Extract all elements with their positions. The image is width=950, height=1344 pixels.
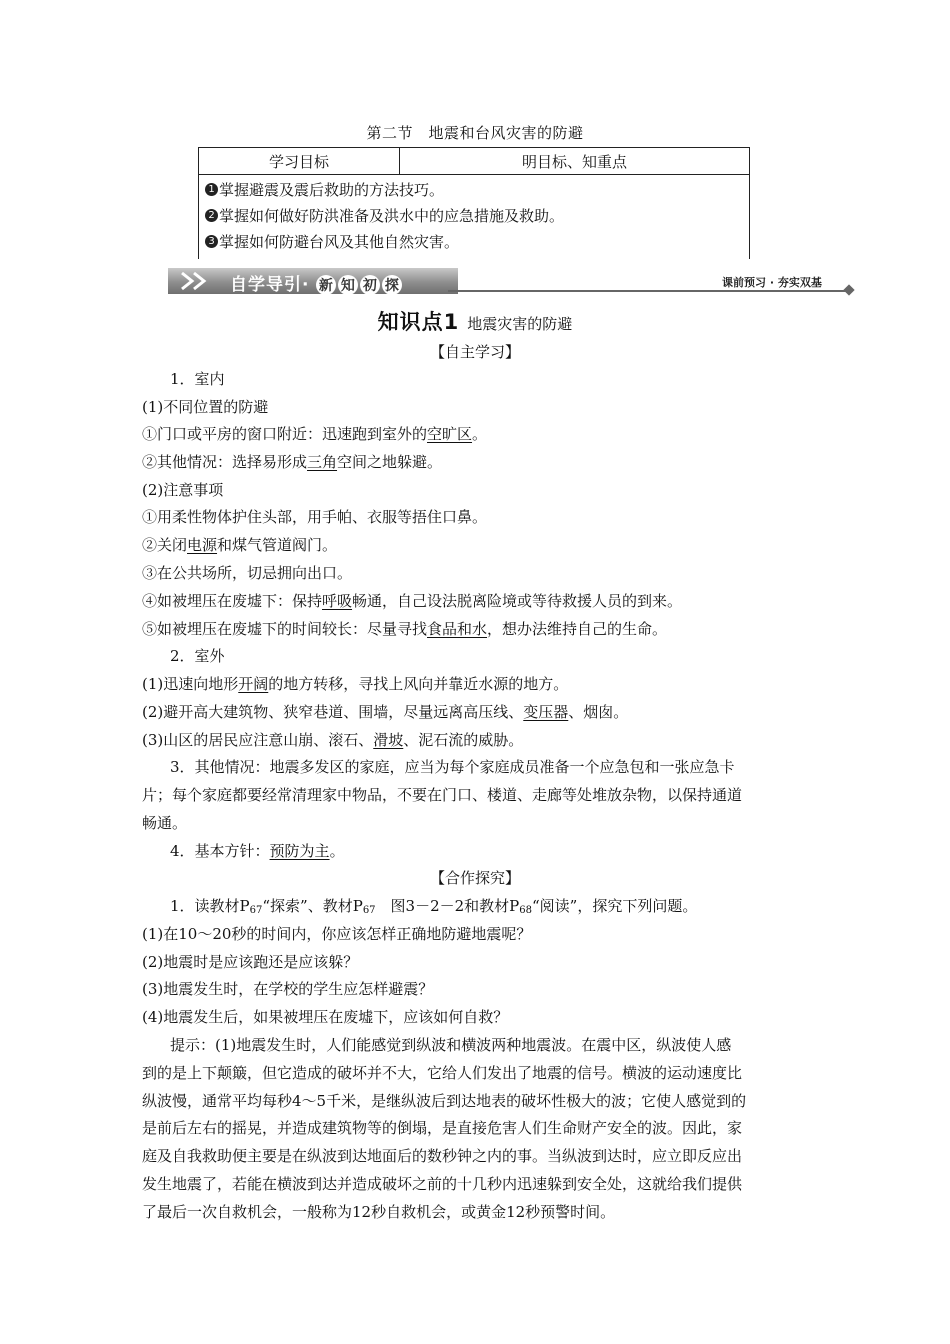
hint-line: 了最后一次自救机会，一般称为12秒自救机会，或黄金12秒预警时间。 <box>142 1203 616 1221</box>
text-line: 2．室外 <box>170 647 225 665</box>
fill-in-answer: 呼吸 <box>322 592 353 610</box>
goal-text: 掌握避震及震后救助的方法技巧。 <box>219 181 445 199</box>
diamond-icon <box>843 284 854 295</box>
section-banner <box>168 266 858 296</box>
text-line: ③在公共场所，切忌拥向出口。 <box>142 564 353 582</box>
text-line: 畅通。 <box>142 814 188 832</box>
circled-number: 2 <box>205 209 218 222</box>
goals-table-header <box>199 148 749 175</box>
question-line: (4)地震发生后，如果被埋压在废墟下，应该如何自救？ <box>142 1008 509 1026</box>
text-line: ①用柔性物体护住头部，用手帕、衣服等捂住口鼻。 <box>142 508 488 526</box>
goal-item <box>205 205 564 226</box>
text-line <box>142 673 568 694</box>
banner-subtitle: 课前预习 · 夯实双基 <box>722 276 822 289</box>
text-segment: ②其他情况：选择易形成 <box>142 453 308 471</box>
text-segment: 1．读教材P <box>170 897 250 915</box>
banner-dot: · <box>302 275 310 295</box>
goals-header-left: 学习目标 <box>199 148 400 174</box>
banner-rule <box>448 290 846 292</box>
text-segment: 畅通，自己设法脱离险境或等待救援人员的到来。 <box>352 592 683 610</box>
goal-text: 掌握如何做好防洪准备及洪水中的应急措施及救助。 <box>219 207 565 225</box>
hint-line: 庭及自我救助便主要是在纵波到达地面后的数秒钟之内的事。当纵波到达时，应立即反应出 <box>142 1147 743 1165</box>
fill-in-answer: 开阔 <box>238 675 269 693</box>
hint-line: 到的是上下颠簸，但它造成的破坏并不大，它给人们发出了地震的信号。横波的运动速度比 <box>142 1064 743 1082</box>
learning-goals-table <box>198 147 750 259</box>
page-subscript: 67 <box>249 905 263 916</box>
banner-title <box>230 270 404 295</box>
text-line: 片；每个家庭都要经常清理家中物品，不要在门口、楼道、走廊等处堆放杂物，以保持通道 <box>142 786 743 804</box>
text-line: 3．其他情况：地震多发区的家庭，应当为每个家庭成员准备一个应急包和一张应急卡 <box>170 758 735 776</box>
text-line: (2)注意事项 <box>142 481 224 499</box>
hint-line: 发生地震了，若能在横波到达并造成破坏之前的十几秒内迅速躲到安全处，这就给我们提供 <box>142 1175 743 1193</box>
text-line: (1)不同位置的防避 <box>142 398 269 416</box>
text-line <box>142 423 487 444</box>
circled-number: 1 <box>205 183 218 196</box>
question-line: (3)地震发生时，在学校的学生应怎样避震？ <box>142 980 434 998</box>
goals-header-right: 明目标、知重点 <box>521 152 627 171</box>
knowledge-point-topic: 地震灾害的防避 <box>467 315 573 333</box>
fill-in-answer: 变压器 <box>523 703 569 721</box>
circled-number: 3 <box>205 235 218 248</box>
banner-char: 知 <box>338 275 358 295</box>
hint-line: 提示：(1)地震发生时，人们能感觉到纵波和横波两种地震波。在震中区，纵波使人感 <box>170 1036 732 1054</box>
fill-in-answer: 三角 <box>307 453 338 471</box>
text-segment: (1)迅速向地形 <box>142 675 239 693</box>
text-segment: 的地方转移，寻找上风向并靠近水源的地方。 <box>268 675 569 693</box>
goal-text: 掌握如何防避台风及其他自然灾害。 <box>219 233 460 251</box>
hint-line: 是前后左右的摇晃，并造成建筑物等的倒塌，是直接危害人们生命财产安全的波。因此，家 <box>142 1119 743 1137</box>
fill-in-answer: 滑坡 <box>373 731 404 749</box>
text-segment: “阅读”，探究下列问题。 <box>532 897 698 915</box>
double-chevron-icon <box>178 271 218 291</box>
banner-char: 探 <box>382 275 402 295</box>
text-line <box>142 590 682 611</box>
text-line: 1．室内 <box>170 370 225 388</box>
cooperative-inquiry-heading: 【合作探究】 <box>429 869 520 887</box>
page-subscript: 67 <box>362 905 376 916</box>
text-segment: 4．基本方针： <box>170 842 270 860</box>
goal-item <box>205 231 459 252</box>
knowledge-point-heading <box>0 306 950 336</box>
self-study-heading: 【自主学习】 <box>429 343 520 361</box>
text-line <box>142 451 442 472</box>
text-line <box>170 895 697 916</box>
text-segment: ④如被埋压在废墟下：保持 <box>142 592 323 610</box>
fill-in-answer: 电源 <box>187 536 218 554</box>
text-segment: 图3－2－2和教材P <box>375 897 520 915</box>
text-segment: 。 <box>472 425 488 443</box>
text-segment: 空间之地躲避。 <box>337 453 443 471</box>
text-line <box>170 840 345 861</box>
question-line: (2)地震时是应该跑还是应该躲？ <box>142 953 359 971</box>
text-segment: (2)避开高大建筑物、狭窄巷道、围墙，尽量远离高压线、 <box>142 703 524 721</box>
text-segment: “探索”、教材P <box>262 897 363 915</box>
fill-in-answer: 预防为主 <box>269 842 330 860</box>
goal-item <box>205 179 444 200</box>
text-segment: ⑤如被埋压在废墟下的时间较长：尽量寻找 <box>142 620 428 638</box>
text-line <box>142 729 523 750</box>
question-line: (1)在10～20秒的时间内，你应该怎样正确地防避地震呢？ <box>142 925 532 943</box>
text-segment: 、泥石流的威胁。 <box>403 731 524 749</box>
text-segment: ，想办法维持自己的生命。 <box>487 620 668 638</box>
banner-char: 新 <box>316 275 336 295</box>
banner-title-main: 自学导引 <box>230 275 302 295</box>
section-title: 第二节 地震和台风灾害的防避 <box>366 124 584 142</box>
text-line <box>142 701 628 722</box>
page-subscript: 68 <box>519 905 533 916</box>
hint-line: 纵波慢，通常平均每秒4～5千米，是继纵波后到达地表的破坏性极大的波；它使人感觉到的 <box>142 1092 747 1110</box>
text-segment: 和煤气管道阀门。 <box>217 536 338 554</box>
text-segment: 。 <box>329 842 345 860</box>
banner-char: 初 <box>360 275 380 295</box>
fill-in-answer: 空旷区 <box>427 425 473 443</box>
text-segment: 、烟囱。 <box>568 703 629 721</box>
fill-in-answer: 食品和水 <box>427 620 488 638</box>
knowledge-point-number: 知识点1 <box>377 310 460 334</box>
text-segment: ①门口或平房的窗口附近：迅速跑到室外的 <box>142 425 428 443</box>
text-line <box>142 618 667 639</box>
text-segment: ②关闭 <box>142 536 188 554</box>
text-segment: (3)山区的居民应注意山崩、滚石、 <box>142 731 374 749</box>
text-line <box>142 534 337 555</box>
